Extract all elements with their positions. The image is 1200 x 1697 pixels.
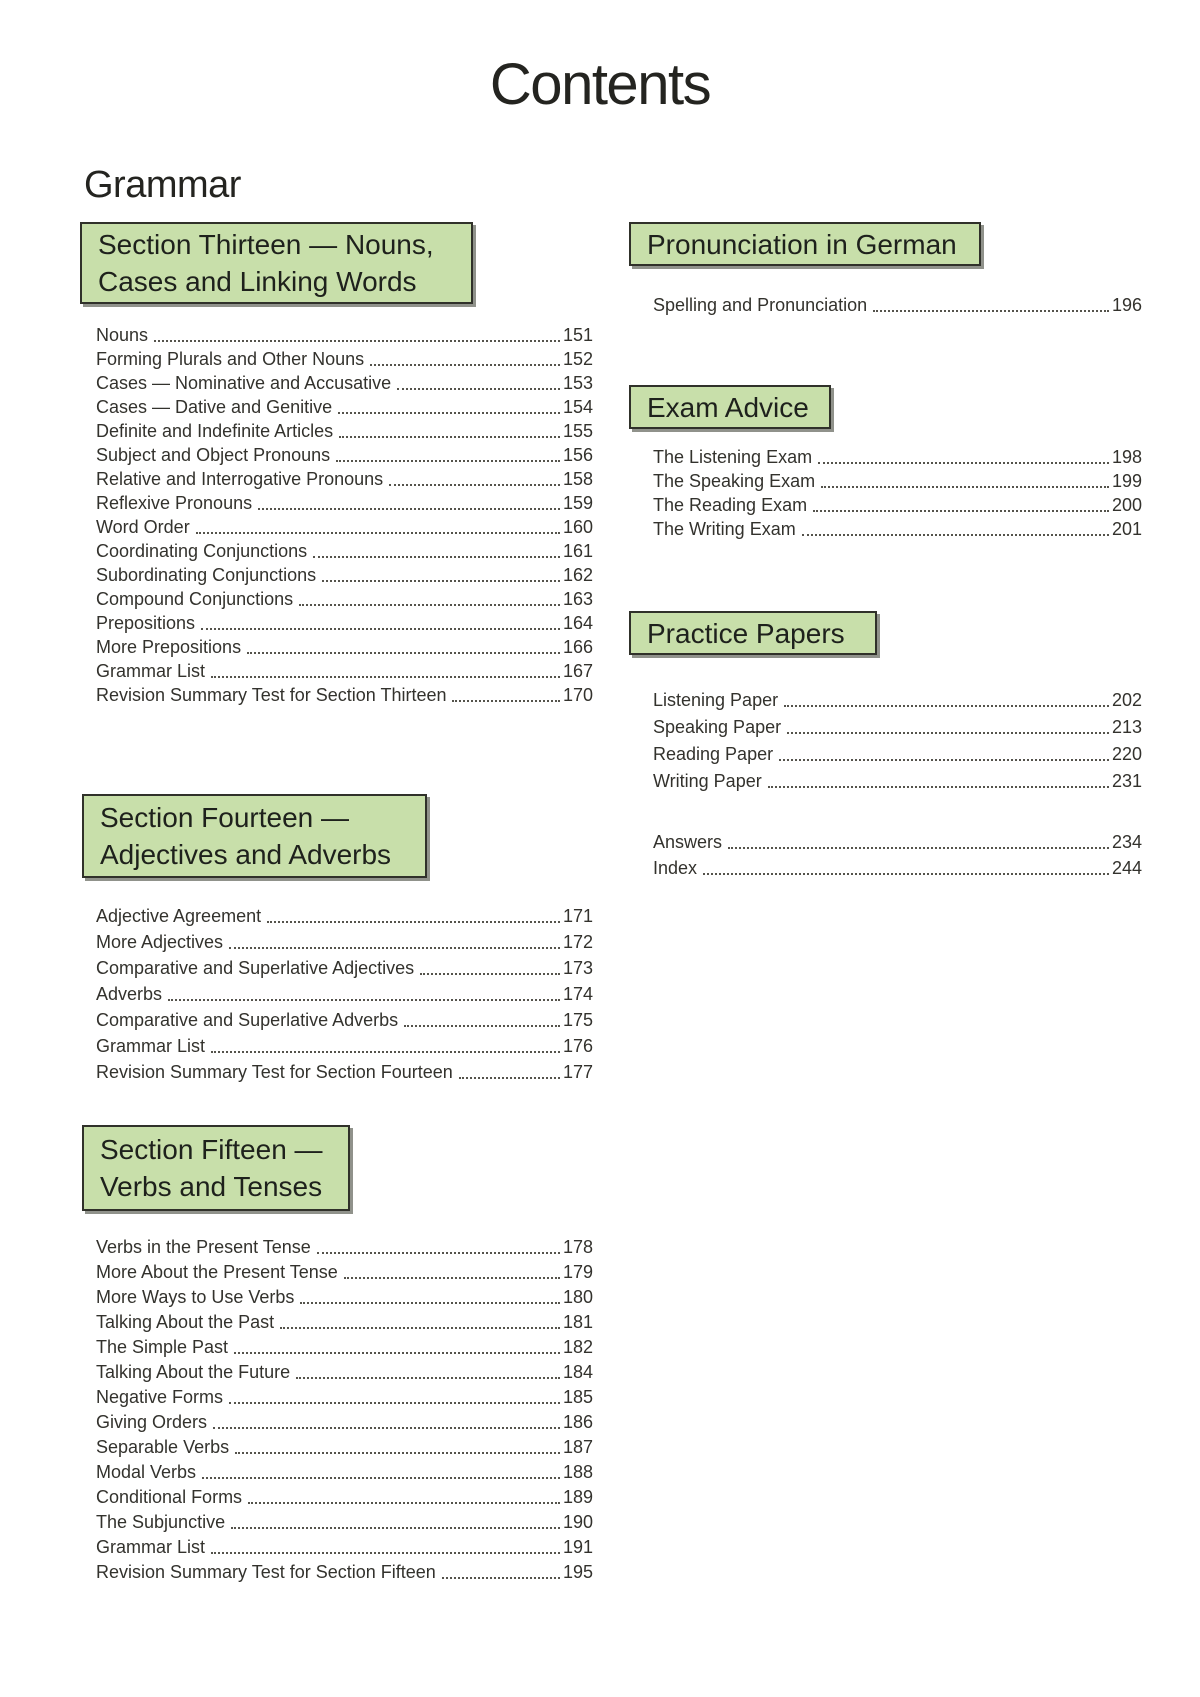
toc-entry-label: Talking About the Future (96, 1362, 291, 1383)
toc-entry (96, 370, 593, 394)
toc-entry-label: More About the Present Tense (96, 1262, 338, 1283)
toc-entry-label: Comparative and Superlative Adverbs (96, 1010, 399, 1031)
dot-leader (404, 1025, 560, 1027)
dot-leader (313, 556, 560, 558)
toc-list-section-thirteen (96, 322, 593, 706)
toc-entry (653, 492, 1142, 516)
dot-leader (873, 310, 1109, 312)
dot-leader (231, 1527, 560, 1529)
section-box-pronunciation (629, 222, 981, 266)
dot-leader (229, 1402, 560, 1404)
toc-entry-page: 170 (562, 685, 593, 706)
toc-entry (96, 901, 593, 927)
toc-entry (653, 468, 1142, 492)
section-box-practice-papers (629, 611, 877, 655)
toc-entry-page: 177 (562, 1062, 593, 1083)
toc-entry-label: The Speaking Exam (653, 471, 816, 492)
toc-entry-label: Subject and Object Pronouns (96, 445, 331, 466)
toc-entry-page: 200 (1111, 495, 1142, 516)
toc-entry-page: 231 (1111, 771, 1142, 792)
toc-entry-page: 184 (562, 1362, 593, 1383)
toc-list-practice-papers (653, 684, 1142, 792)
dot-leader (821, 486, 1109, 488)
dot-leader (768, 786, 1109, 788)
section-box-title-line: Practice Papers (647, 617, 845, 649)
dot-leader (784, 705, 1109, 707)
toc-entry (96, 1005, 593, 1031)
dot-leader (459, 1077, 560, 1079)
dot-leader (344, 1277, 560, 1279)
toc-list-section-fourteen (96, 901, 593, 1083)
toc-entry-label: Spelling and Pronunciation (653, 295, 868, 316)
toc-entry (96, 1308, 593, 1333)
toc-entry (96, 442, 593, 466)
toc-entry-label: Grammar List (96, 1036, 206, 1057)
dot-leader (802, 534, 1109, 536)
toc-entry-page: 153 (562, 373, 593, 394)
toc-entry (96, 514, 593, 538)
dot-leader (420, 973, 560, 975)
toc-entry-page: 167 (562, 661, 593, 682)
toc-entry-page: 189 (562, 1487, 593, 1508)
dot-leader (211, 1552, 560, 1554)
toc-entry-label: Comparative and Superlative Adjectives (96, 958, 415, 979)
toc-entry-label: Cases — Nominative and Accusative (96, 373, 392, 394)
dot-leader (442, 1577, 560, 1579)
grammar-heading: Grammar (84, 164, 241, 206)
toc-entry (96, 1533, 593, 1558)
dot-leader (258, 508, 560, 510)
toc-entry (96, 394, 593, 418)
toc-entry (96, 586, 593, 610)
toc-entry-label: Negative Forms (96, 1387, 224, 1408)
toc-entry-page: 163 (562, 589, 593, 610)
dot-leader (229, 947, 560, 949)
section-box-title-line: Verbs and Tenses (100, 1171, 323, 1202)
toc-entry-page: 151 (562, 325, 593, 346)
toc-entry (96, 1358, 593, 1383)
section-box-thirteen (80, 222, 473, 304)
toc-entry (96, 1433, 593, 1458)
toc-entry-label: Coordinating Conjunctions (96, 541, 308, 562)
section-box-title-line: Section Thirteen — Nouns, (98, 229, 434, 260)
dot-leader (211, 1051, 560, 1053)
toc-entry (96, 490, 593, 514)
toc-entry-page: 196 (1111, 295, 1142, 316)
toc-entry-label: Reading Paper (653, 744, 774, 765)
toc-entry-label: Separable Verbs (96, 1437, 230, 1458)
section-box-title-line: Pronunciation in German (647, 228, 957, 260)
toc-entry-label: Giving Orders (96, 1412, 208, 1433)
dot-leader (728, 847, 1109, 849)
dot-leader (322, 580, 560, 582)
section-box-title-line: Exam Advice (647, 391, 809, 423)
dot-leader (370, 364, 560, 366)
toc-entry-label: Prepositions (96, 613, 196, 634)
toc-entry-page: 201 (1111, 519, 1142, 540)
toc-entry (96, 634, 593, 658)
toc-entry-label: Index (653, 858, 698, 879)
toc-entry (96, 953, 593, 979)
toc-entry (96, 1383, 593, 1408)
dot-leader (338, 412, 560, 414)
toc-entry-label: The Writing Exam (653, 519, 796, 540)
toc-entry (96, 1483, 593, 1508)
dot-leader (196, 532, 560, 534)
toc-entry-label: Reflexive Pronouns (96, 493, 253, 514)
toc-entry-label: Nouns (96, 325, 149, 346)
toc-entry (653, 711, 1142, 738)
toc-entry-label: Writing Paper (653, 771, 762, 792)
toc-entry-page: 202 (1111, 690, 1142, 711)
toc-entry-label: Verbs in the Present Tense (96, 1237, 311, 1258)
toc-list-pronunciation (653, 290, 1142, 316)
toc-entry (96, 562, 593, 586)
dot-leader (154, 340, 560, 342)
toc-entry-label: Answers (653, 832, 723, 853)
dot-leader (300, 1302, 560, 1304)
toc-entry-page: 190 (562, 1512, 593, 1533)
toc-entry-label: Revision Summary Test for Section Fourteen (96, 1062, 453, 1083)
dot-leader (818, 462, 1109, 464)
toc-entry-label: Revision Summary Test for Section Thirteen (96, 685, 447, 706)
dot-leader (813, 510, 1109, 512)
toc-entry (96, 346, 593, 370)
toc-entry-label: Revision Summary Test for Section Fifteen (96, 1562, 436, 1583)
toc-entry-label: Speaking Paper (653, 717, 782, 738)
toc-entry (96, 1408, 593, 1433)
dot-leader (211, 676, 560, 678)
toc-entry-page: 173 (562, 958, 593, 979)
toc-entry-page: 182 (562, 1337, 593, 1358)
toc-entry-page: 162 (562, 565, 593, 586)
section-box-title-line: Section Fourteen — (100, 802, 350, 833)
toc-entry-page: 188 (562, 1462, 593, 1483)
toc-entry-page: 185 (562, 1387, 593, 1408)
section-box-title-line: Adjectives and Adverbs (100, 839, 392, 870)
toc-list-answers-index (653, 827, 1142, 879)
toc-entry-page: 160 (562, 517, 593, 538)
toc-entry-page: 186 (562, 1412, 593, 1433)
toc-entry-page: 164 (562, 613, 593, 634)
toc-entry-page: 199 (1111, 471, 1142, 492)
toc-entry (96, 1333, 593, 1358)
toc-entry-label: Definite and Indefinite Articles (96, 421, 334, 442)
toc-entry (96, 682, 593, 706)
toc-entry (96, 979, 593, 1005)
dot-leader (336, 460, 560, 462)
toc-entry (96, 418, 593, 442)
dot-leader (299, 604, 560, 606)
toc-entry (653, 516, 1142, 540)
dot-leader (296, 1377, 560, 1379)
dot-leader (248, 1502, 560, 1504)
toc-entry-label: Forming Plurals and Other Nouns (96, 349, 365, 370)
dot-leader (201, 628, 560, 630)
toc-entry-page: 234 (1111, 832, 1142, 853)
toc-entry-label: Grammar List (96, 1537, 206, 1558)
toc-entry-page: 180 (562, 1287, 593, 1308)
dot-leader (168, 999, 560, 1001)
toc-entry (96, 1031, 593, 1057)
dot-leader (703, 873, 1109, 875)
toc-entry-label: The Subjunctive (96, 1512, 226, 1533)
toc-entry (653, 444, 1142, 468)
toc-entry (96, 1258, 593, 1283)
toc-entry-page: 174 (562, 984, 593, 1005)
toc-entry (96, 927, 593, 953)
toc-entry (653, 853, 1142, 879)
toc-entry-page: 175 (562, 1010, 593, 1031)
toc-entry (653, 827, 1142, 853)
toc-entry-page: 191 (562, 1537, 593, 1558)
toc-entry (653, 765, 1142, 792)
toc-entry-label: The Simple Past (96, 1337, 229, 1358)
toc-entry-label: Word Order (96, 517, 190, 538)
section-box-fifteen (82, 1125, 350, 1211)
toc-entry-page: 159 (562, 493, 593, 514)
toc-entry-label: Relative and Interrogative Pronouns (96, 469, 384, 490)
dot-leader (779, 759, 1109, 761)
toc-entry (96, 658, 593, 682)
section-box-title-line: Cases and Linking Words (98, 266, 417, 297)
toc-entry (96, 1057, 593, 1083)
dot-leader (234, 1352, 560, 1354)
toc-entry-label: Subordinating Conjunctions (96, 565, 317, 586)
toc-entry-label: The Reading Exam (653, 495, 808, 516)
dot-leader (317, 1252, 560, 1254)
dot-leader (339, 436, 560, 438)
dot-leader (213, 1427, 560, 1429)
toc-entry-page: 198 (1111, 447, 1142, 468)
dot-leader (280, 1327, 560, 1329)
toc-entry-page: 220 (1111, 744, 1142, 765)
toc-entry-page: 213 (1111, 717, 1142, 738)
toc-entry (653, 290, 1142, 316)
toc-entry-page: 158 (562, 469, 593, 490)
toc-entry-label: Compound Conjunctions (96, 589, 294, 610)
dot-leader (267, 921, 560, 923)
page-title: Contents (489, 52, 711, 117)
toc-entry-label: Adverbs (96, 984, 163, 1005)
toc-entry-label: Listening Paper (653, 690, 779, 711)
toc-entry (96, 1458, 593, 1483)
toc-entry-page: 179 (562, 1262, 593, 1283)
toc-entry-page: 187 (562, 1437, 593, 1458)
toc-entry (96, 1508, 593, 1533)
toc-entry (653, 738, 1142, 765)
toc-entry (653, 684, 1142, 711)
toc-entry-label: More Prepositions (96, 637, 242, 658)
toc-entry-page: 154 (562, 397, 593, 418)
toc-entry (96, 1558, 593, 1583)
toc-list-section-fifteen (96, 1233, 593, 1583)
toc-entry-label: Conditional Forms (96, 1487, 243, 1508)
toc-entry-page: 244 (1111, 858, 1142, 879)
toc-entry (96, 1283, 593, 1308)
toc-entry-label: Grammar List (96, 661, 206, 682)
dot-leader (247, 652, 560, 654)
toc-entry-label: The Listening Exam (653, 447, 813, 468)
toc-entry-page: 172 (562, 932, 593, 953)
dot-leader (389, 484, 560, 486)
toc-entry-label: Modal Verbs (96, 1462, 197, 1483)
toc-entry-page: 195 (562, 1562, 593, 1583)
toc-entry (96, 610, 593, 634)
toc-entry-label: Adjective Agreement (96, 906, 262, 927)
toc-entry-page: 176 (562, 1036, 593, 1057)
toc-entry-label: More Adjectives (96, 932, 224, 953)
toc-entry-page: 155 (562, 421, 593, 442)
section-box-exam-advice (629, 385, 831, 429)
toc-entry-page: 171 (562, 906, 593, 927)
toc-entry-page: 161 (562, 541, 593, 562)
toc-entry (96, 538, 593, 562)
toc-entry-page: 181 (562, 1312, 593, 1333)
toc-entry-page: 156 (562, 445, 593, 466)
toc-entry (96, 466, 593, 490)
toc-entry-label: Talking About the Past (96, 1312, 275, 1333)
section-box-title-line: Section Fifteen — (100, 1134, 323, 1165)
section-box-fourteen (82, 794, 427, 878)
toc-entry-page: 166 (562, 637, 593, 658)
toc-entry (96, 322, 593, 346)
dot-leader (202, 1477, 560, 1479)
toc-entry-page: 152 (562, 349, 593, 370)
dot-leader (452, 700, 559, 702)
toc-entry-label: Cases — Dative and Genitive (96, 397, 333, 418)
dot-leader (787, 732, 1109, 734)
toc-entry-label: More Ways to Use Verbs (96, 1287, 295, 1308)
toc-entry (96, 1233, 593, 1258)
toc-list-exam-advice (653, 444, 1142, 540)
dot-leader (235, 1452, 560, 1454)
dot-leader (397, 388, 560, 390)
toc-entry-page: 178 (562, 1237, 593, 1258)
